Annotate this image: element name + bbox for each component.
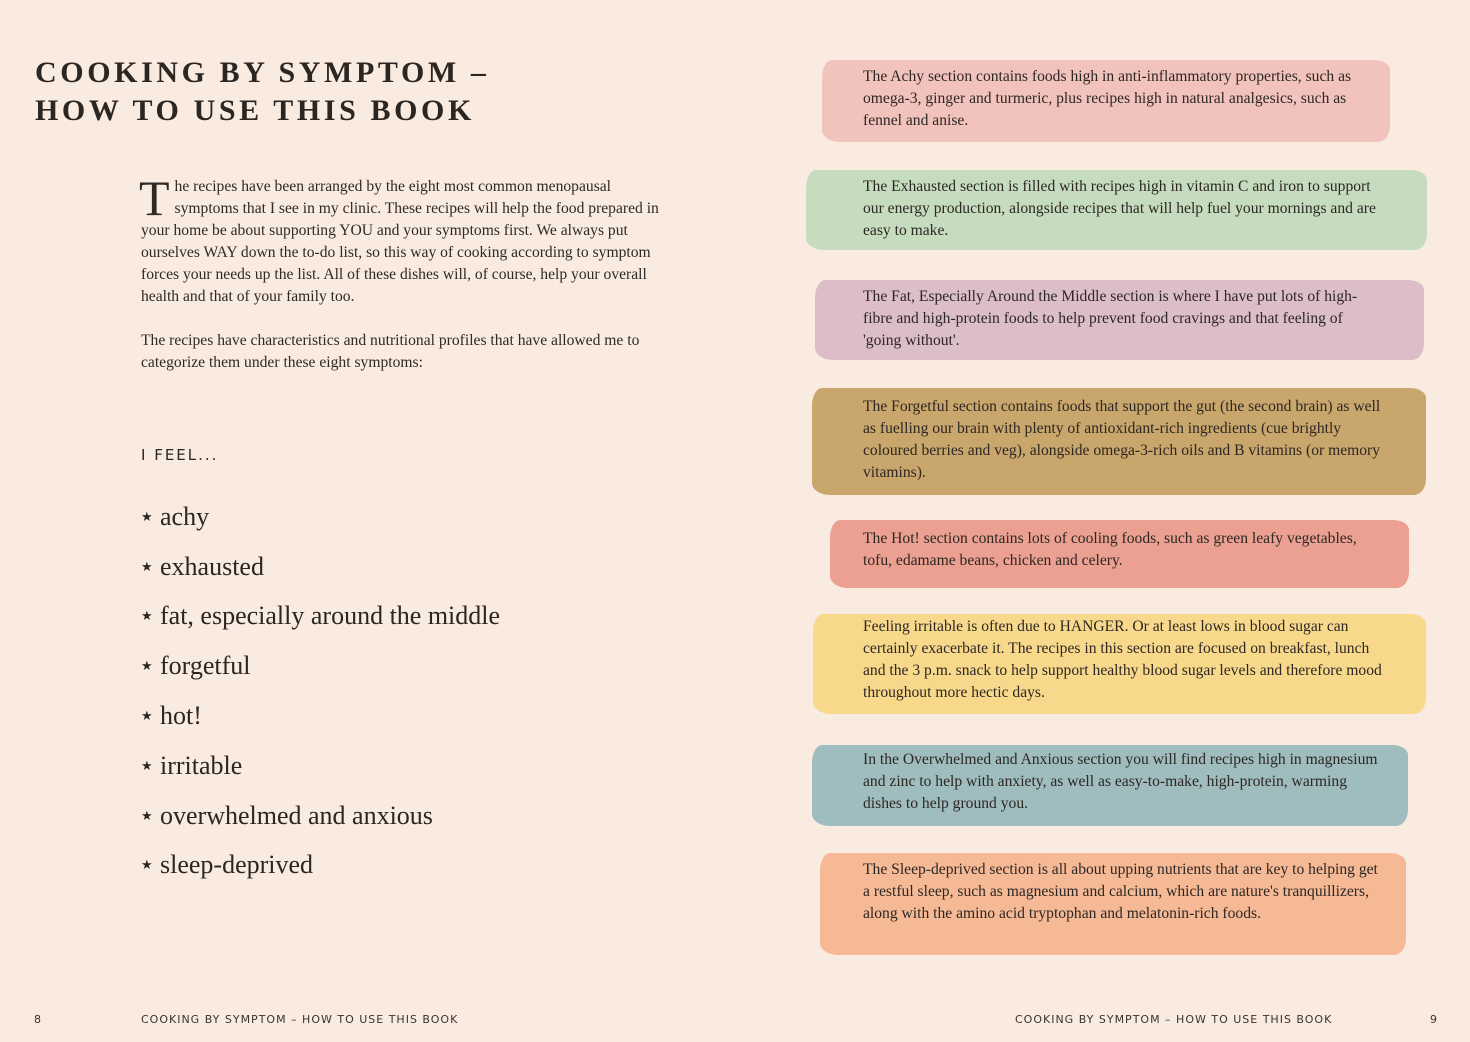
section-text-forgetful: The Forgetful section contains foods that support the gut (the second brain) as well as fuelling our brain with plenty of antioxidant-rich ingredients (cue brightly coloured berries and veg), alongside omega-3-rich oils and B vitamins (or memory vitamins). bbox=[863, 398, 1381, 481]
star-bullet-icon: ★ bbox=[141, 658, 153, 674]
symptom-item bbox=[141, 741, 500, 791]
title-line-2: HOW TO USE THIS BOOK bbox=[35, 94, 475, 127]
symptom-item bbox=[141, 791, 500, 841]
section-text-overwhelmed: In the Overwhelmed and Anxious section you will find recipes high in magnesium and zinc to help with anxiety, as well as easy-to-make, high-protein, warming dishes to help ground you. bbox=[863, 751, 1378, 812]
symptom-label: forgetful bbox=[160, 651, 251, 681]
intro-paragraph-1 bbox=[139, 170, 671, 308]
symptom-label: sleep-deprived bbox=[160, 850, 314, 880]
symptom-label: fat, especially around the middle bbox=[160, 601, 501, 631]
intro-paragraph-1-text: he recipes have been arranged by the eight most common menopausal symptoms that I see in my clinic. These recipes will help the food prepared in your home be about supporting YOU and your symptoms first. We always put ourselves WAY down the to-do list, so this way of cooking according to symptom forces your needs up the list. All of these dishes will, of course, help your overall health and that of your family too. bbox=[141, 178, 659, 305]
page-number-left: 8 bbox=[34, 1013, 42, 1026]
section-text-hot: The Hot! section contains lots of cooling foods, such as green leafy vegetables, tofu, edamame beans, chicken and celery. bbox=[863, 530, 1357, 569]
symptom-label: hot! bbox=[160, 701, 202, 731]
section-text-exhausted: The Exhausted section is filled with recipes high in vitamin C and iron to support our energy production, alongside recipes that will help fuel your mornings and are easy to make. bbox=[863, 178, 1376, 239]
star-bullet-icon: ★ bbox=[141, 757, 153, 773]
symptom-list bbox=[141, 492, 500, 890]
running-header-left: COOKING BY SYMPTOM – HOW TO USE THIS BOOK bbox=[141, 1013, 459, 1026]
star-bullet-icon: ★ bbox=[141, 508, 153, 524]
running-header-right: COOKING BY SYMPTOM – HOW TO USE THIS BOOK bbox=[1015, 1013, 1333, 1026]
symptom-label: irritable bbox=[160, 750, 243, 780]
intro-paragraph-2: The recipes have characteristics and nutritional profiles that have allowed me to categorize them under these eight symptoms: bbox=[141, 332, 640, 371]
star-bullet-icon: ★ bbox=[141, 708, 153, 724]
symptom-item bbox=[141, 691, 500, 741]
section-text-sleep-deprived: The Sleep-deprived section is all about upping nutrients that are key to helping get a restful sleep, such as magnesium and calcium, which are nature's tranquillizers, along with the amino acid tryptophan and melatonin-rich foods. bbox=[863, 861, 1378, 922]
star-bullet-icon: ★ bbox=[141, 857, 153, 873]
page-number-right: 9 bbox=[1430, 1013, 1438, 1026]
star-bullet-icon: ★ bbox=[141, 558, 153, 574]
section-text-achy: The Achy section contains foods high in anti-inflammatory properties, such as omega-3, ginger and turmeric, plus recipes high in natural analgesics, such as fennel and anise. bbox=[863, 68, 1352, 129]
symptom-item bbox=[141, 592, 500, 642]
intro-text bbox=[139, 170, 671, 396]
star-bullet-icon: ★ bbox=[141, 807, 153, 823]
page-title bbox=[35, 54, 490, 130]
symptom-item bbox=[141, 542, 500, 592]
symptom-item bbox=[141, 841, 500, 891]
star-bullet-icon: ★ bbox=[141, 608, 153, 624]
symptom-label: achy bbox=[160, 501, 210, 531]
title-line-1: COOKING BY SYMPTOM – bbox=[35, 56, 490, 89]
symptom-item bbox=[141, 492, 500, 542]
symptom-item bbox=[141, 641, 500, 691]
section-text-irritable: Feeling irritable is often due to HANGER. Or at least lows in blood sugar can certainly exacerbate it. The recipes in this section are focused on breakfast, lunch and the 3 p.m. snack to help support healthy blood sugar levels and therefore mood throughout more hectic days. bbox=[863, 618, 1382, 701]
symptom-label: overwhelmed and anxious bbox=[160, 800, 433, 830]
symptom-label: exhausted bbox=[160, 551, 264, 581]
drop-cap: T bbox=[139, 170, 170, 226]
i-feel-heading: I FEEL... bbox=[141, 446, 219, 464]
section-text-fat: The Fat, Especially Around the Middle section is where I have put lots of high-fibre and high-protein foods to help prevent food cravings and that feeling of 'going without'. bbox=[863, 288, 1358, 349]
